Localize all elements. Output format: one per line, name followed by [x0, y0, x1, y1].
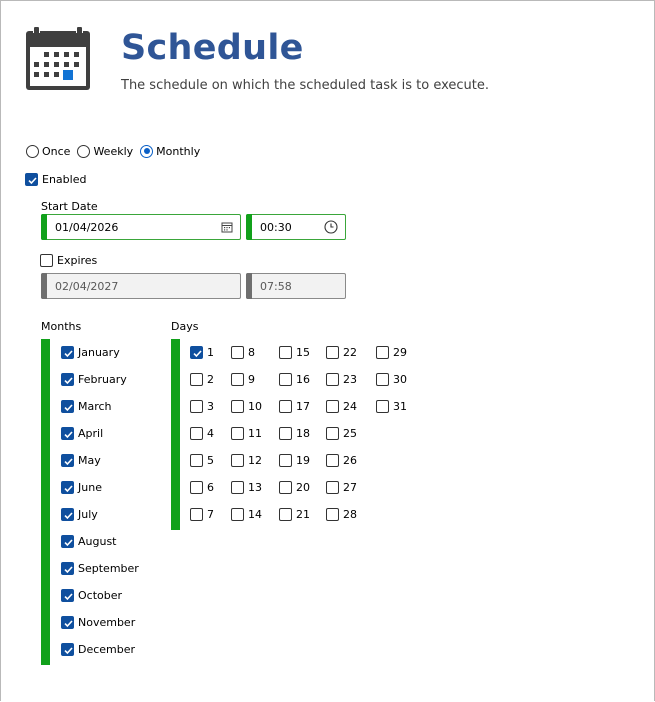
month-label: November [78, 616, 136, 629]
frequency-radio-group [26, 143, 207, 159]
month-checkbox-box[interactable] [61, 427, 74, 440]
month-label: October [78, 589, 123, 602]
month-checkbox-september[interactable] [61, 562, 139, 575]
day-label: 15 [296, 346, 310, 359]
radio-once-indicator[interactable] [26, 145, 39, 158]
enabled-checkbox[interactable] [25, 173, 86, 186]
day-checkbox-box[interactable] [231, 346, 244, 359]
month-checkbox-april[interactable] [61, 427, 103, 440]
day-checkbox-31[interactable] [376, 400, 407, 413]
day-checkbox-24[interactable] [326, 400, 357, 413]
radio-weekly[interactable] [77, 145, 133, 158]
day-label: 6 [207, 481, 214, 494]
month-label: February [78, 373, 127, 386]
start-date-accent-bar [41, 214, 47, 240]
day-checkbox-box[interactable] [190, 346, 203, 359]
calendar-small-icon[interactable] [221, 221, 233, 233]
day-checkbox-22[interactable] [326, 346, 357, 359]
day-checkbox-6[interactable] [190, 481, 214, 494]
day-label: 22 [343, 346, 357, 359]
day-checkbox-box[interactable] [326, 427, 339, 440]
day-checkbox-box[interactable] [376, 346, 389, 359]
start-time-value: 00:30 [260, 220, 292, 234]
day-checkbox-4[interactable] [190, 427, 214, 440]
expires-checkbox[interactable] [40, 254, 97, 267]
day-label: 1 [207, 346, 214, 359]
month-label: August [78, 535, 117, 548]
day-checkbox-30[interactable] [376, 373, 407, 386]
day-checkbox-17[interactable] [279, 400, 310, 413]
day-label: 16 [296, 373, 310, 386]
day-label: 25 [343, 427, 357, 440]
month-checkbox-box[interactable] [61, 508, 74, 521]
expires-time-accent-bar [246, 273, 252, 299]
months-label: Months [41, 320, 82, 333]
day-checkbox-26[interactable] [326, 454, 357, 467]
month-checkbox-box[interactable] [61, 346, 74, 359]
month-checkbox-january[interactable] [61, 346, 120, 359]
day-label: 31 [393, 400, 407, 413]
day-checkbox-box[interactable] [190, 373, 203, 386]
month-checkbox-box[interactable] [61, 535, 74, 548]
day-label: 17 [296, 400, 310, 413]
day-checkbox-box[interactable] [326, 508, 339, 521]
radio-once-label: Once [42, 144, 71, 158]
day-label: 3 [207, 400, 214, 413]
day-checkbox-box[interactable] [231, 373, 244, 386]
radio-monthly[interactable] [140, 145, 200, 158]
days-accent-bar [171, 339, 180, 530]
day-label: 10 [248, 400, 262, 413]
month-label: July [78, 508, 98, 521]
day-checkbox-9[interactable] [231, 373, 255, 386]
day-label: 2 [207, 373, 214, 386]
day-checkbox-box[interactable] [326, 481, 339, 494]
day-label: 24 [343, 400, 357, 413]
start-time-input[interactable] [246, 214, 346, 240]
day-checkbox-box[interactable] [326, 400, 339, 413]
day-checkbox-box[interactable] [279, 481, 292, 494]
months-accent-bar [41, 339, 50, 665]
day-label: 23 [343, 373, 357, 386]
expires-time-value: 07:58 [260, 279, 292, 293]
day-checkbox-13[interactable] [231, 481, 262, 494]
day-checkbox-10[interactable] [231, 400, 262, 413]
day-label: 11 [248, 427, 262, 440]
day-label: 30 [393, 373, 407, 386]
day-checkbox-box[interactable] [231, 454, 244, 467]
month-checkbox-box[interactable] [61, 562, 74, 575]
day-checkbox-29[interactable] [376, 346, 407, 359]
day-checkbox-box[interactable] [376, 373, 389, 386]
day-label: 20 [296, 481, 310, 494]
day-label: 8 [248, 346, 255, 359]
day-checkbox-1[interactable] [190, 346, 214, 359]
month-checkbox-november[interactable] [61, 616, 135, 629]
month-checkbox-box[interactable] [61, 481, 74, 494]
enabled-checkbox-box[interactable] [25, 173, 38, 186]
expires-date-input [41, 273, 241, 299]
day-checkbox-box[interactable] [279, 400, 292, 413]
month-label: May [78, 454, 101, 467]
month-checkbox-box[interactable] [61, 454, 74, 467]
day-checkbox-box[interactable] [279, 373, 292, 386]
month-checkbox-may[interactable] [61, 454, 101, 467]
month-label: March [78, 400, 112, 413]
day-checkbox-box[interactable] [231, 400, 244, 413]
expires-label: Expires [57, 254, 98, 267]
day-checkbox-2[interactable] [190, 373, 214, 386]
day-checkbox-8[interactable] [231, 346, 255, 359]
expires-time-input [246, 273, 346, 299]
radio-monthly-label: Monthly [156, 144, 201, 158]
day-checkbox-box[interactable] [190, 481, 203, 494]
radio-monthly-indicator[interactable] [140, 145, 153, 158]
day-checkbox-5[interactable] [190, 454, 214, 467]
day-checkbox-18[interactable] [279, 427, 310, 440]
month-checkbox-august[interactable] [61, 535, 117, 548]
day-checkbox-box[interactable] [326, 346, 339, 359]
month-checkbox-february[interactable] [61, 373, 127, 386]
day-checkbox-11[interactable] [231, 427, 262, 440]
expires-date-accent-bar [41, 273, 47, 299]
day-checkbox-box[interactable] [231, 481, 244, 494]
day-label: 12 [248, 454, 262, 467]
start-time-accent-bar [246, 214, 252, 240]
day-checkbox-28[interactable] [326, 508, 357, 521]
month-label: September [78, 562, 139, 575]
page-description: The schedule on which the scheduled task is to execute. [121, 78, 490, 93]
days-label: Days [171, 320, 199, 333]
radio-weekly-indicator[interactable] [77, 145, 90, 158]
day-checkbox-3[interactable] [190, 400, 214, 413]
month-checkbox-july[interactable] [61, 508, 98, 521]
month-checkbox-box[interactable] [61, 400, 74, 413]
day-label: 29 [393, 346, 407, 359]
day-label: 18 [296, 427, 310, 440]
day-label: 26 [343, 454, 357, 467]
day-checkbox-box[interactable] [190, 400, 203, 413]
day-checkbox-box[interactable] [231, 508, 244, 521]
day-label: 9 [248, 373, 255, 386]
day-label: 21 [296, 508, 310, 521]
month-checkbox-box[interactable] [61, 589, 74, 602]
day-checkbox-box[interactable] [190, 454, 203, 467]
page-title: Schedule [121, 28, 304, 68]
month-checkbox-box[interactable] [61, 616, 74, 629]
day-checkbox-box[interactable] [190, 427, 203, 440]
day-label: 4 [207, 427, 214, 440]
day-checkbox-21[interactable] [279, 508, 310, 521]
radio-once[interactable] [26, 145, 70, 158]
day-checkbox-7[interactable] [190, 508, 214, 521]
day-label: 28 [343, 508, 357, 521]
day-checkbox-box[interactable] [279, 454, 292, 467]
day-checkbox-box[interactable] [326, 373, 339, 386]
month-checkbox-october[interactable] [61, 589, 122, 602]
month-label: January [78, 346, 120, 359]
day-checkbox-box[interactable] [326, 454, 339, 467]
day-checkbox-20[interactable] [279, 481, 310, 494]
month-label: December [78, 643, 136, 656]
clock-icon[interactable] [324, 220, 338, 234]
month-label: June [78, 481, 102, 494]
day-checkbox-box[interactable] [279, 508, 292, 521]
day-checkbox-19[interactable] [279, 454, 310, 467]
day-label: 7 [207, 508, 214, 521]
start-date-label: Start Date [41, 200, 98, 213]
start-date-value: 01/04/2026 [55, 220, 119, 234]
day-checkbox-box[interactable] [376, 400, 389, 413]
month-checkbox-june[interactable] [61, 481, 102, 494]
day-checkbox-15[interactable] [279, 346, 310, 359]
day-checkbox-14[interactable] [231, 508, 262, 521]
day-checkbox-16[interactable] [279, 373, 310, 386]
day-checkbox-12[interactable] [231, 454, 262, 467]
month-checkbox-box[interactable] [61, 373, 74, 386]
day-checkbox-box[interactable] [190, 508, 203, 521]
enabled-label: Enabled [42, 173, 87, 186]
day-label: 13 [248, 481, 262, 494]
day-label: 5 [207, 454, 214, 467]
day-checkbox-box[interactable] [231, 427, 244, 440]
start-date-input[interactable] [41, 214, 241, 240]
expires-checkbox-box[interactable] [40, 254, 53, 267]
calendar-icon [25, 27, 91, 91]
month-checkbox-december[interactable] [61, 643, 135, 656]
day-checkbox-25[interactable] [326, 427, 357, 440]
day-checkbox-23[interactable] [326, 373, 357, 386]
month-label: April [78, 427, 104, 440]
month-checkbox-march[interactable] [61, 400, 112, 413]
expires-date-value: 02/04/2027 [55, 279, 119, 293]
month-checkbox-box[interactable] [61, 643, 74, 656]
day-checkbox-box[interactable] [279, 346, 292, 359]
day-label: 19 [296, 454, 310, 467]
day-label: 14 [248, 508, 262, 521]
day-checkbox-27[interactable] [326, 481, 357, 494]
day-label: 27 [343, 481, 357, 494]
day-checkbox-box[interactable] [279, 427, 292, 440]
radio-weekly-label: Weekly [93, 144, 134, 158]
